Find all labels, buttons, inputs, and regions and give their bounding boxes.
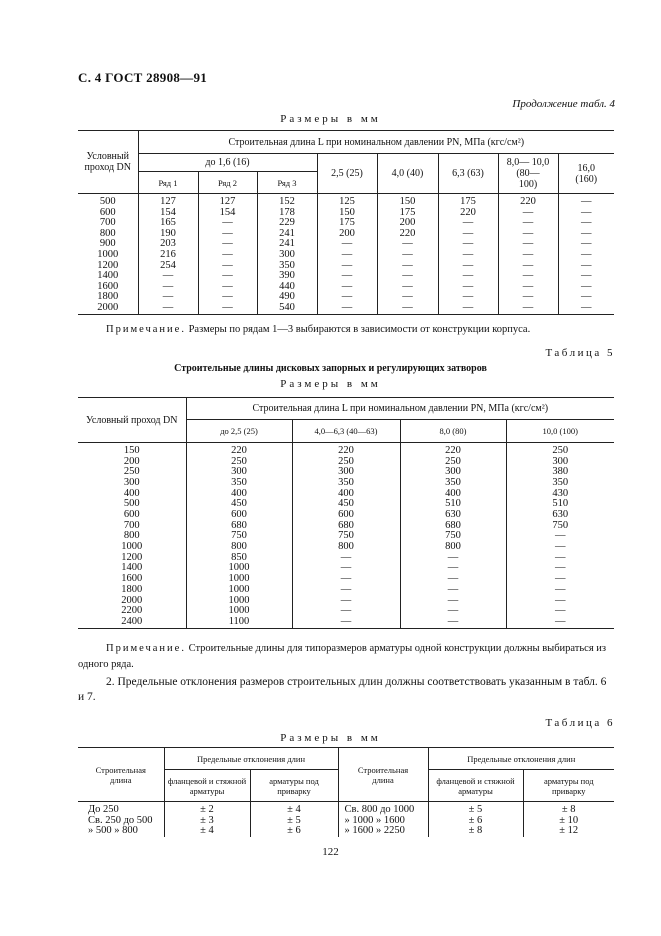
row2-cell: — (198, 218, 257, 229)
pn100-cell: 750 (506, 521, 614, 532)
pn63-cell: — (438, 250, 498, 261)
row3-cell: 241 (257, 229, 317, 240)
pn80-cell: 350 (400, 478, 506, 489)
pn25-cell: 1100 (186, 617, 292, 628)
dn-cell: 800 (123, 530, 140, 542)
pn100-cell: 350 (506, 478, 614, 489)
row1-cell: — (138, 303, 198, 314)
dn-cell: 500 (123, 498, 140, 510)
continuation-label: Продолжение табл. 4 (512, 98, 615, 110)
pn40-63-cell: — (292, 563, 400, 574)
pn40-cell: 150 (377, 194, 438, 208)
pn25-cell: 175 (317, 218, 377, 229)
dn-cell: 250 (123, 466, 140, 478)
pn40-63-cell: 450 (292, 499, 400, 510)
pn40-cell: — (377, 303, 438, 314)
table4-col-p2: 2,5 (25) (317, 154, 377, 194)
table5-col-p1: до 2,5 (25) (186, 420, 292, 443)
table4-row (78, 194, 614, 208)
table4-note: Примечание. Размеры по рядам 1—3 выбираются в зависимости от конструкции корпуса. (106, 324, 531, 335)
pn100-cell: — (506, 563, 614, 574)
pn80-cell: — (498, 282, 558, 293)
dn-cell: 2400 (78, 617, 186, 628)
pn63-cell: — (438, 303, 498, 314)
pn100-cell: 250 (506, 443, 614, 457)
pn80-cell: — (400, 606, 506, 617)
table6-col-flange-left: фланцевой и стяжной арматуры (164, 770, 250, 802)
pn25-cell: — (317, 303, 377, 314)
pn100-cell: — (506, 531, 614, 542)
table6-col-weld-right: арматуры под приварку (523, 770, 614, 802)
pn25-cell: 450 (186, 499, 292, 510)
dn-cell: 200 (123, 455, 140, 467)
pn100-cell: — (506, 553, 614, 564)
pn80-cell: — (498, 292, 558, 303)
pn160-cell: — (558, 208, 614, 219)
dn-cell: 600 (123, 509, 140, 521)
table4-row (78, 303, 614, 314)
table4-col-p4: 6,3 (63) (438, 154, 498, 194)
pn25-cell: 750 (186, 531, 292, 542)
pn40-63-cell: 600 (292, 510, 400, 521)
dn-cell: 2000 (78, 303, 138, 314)
dn-cell: 2200 (121, 605, 143, 617)
table4-col-dn: Условный проход DN (78, 131, 138, 194)
pn25-cell: 350 (186, 478, 292, 489)
pn63-cell: — (438, 261, 498, 272)
pn25-cell: 200 (317, 229, 377, 240)
table6-col-len-left: Строительная длина (78, 748, 164, 802)
pn25-cell: 800 (186, 542, 292, 553)
table6-col-dev-left: Предельные отклонения длин (164, 748, 338, 770)
page-number: 122 (322, 846, 339, 858)
row2-cell: — (198, 261, 257, 272)
pn80-cell: 750 (400, 531, 506, 542)
table4-units: Размеры в мм (280, 113, 381, 125)
pn160-cell: — (558, 194, 614, 208)
pn80-cell: 680 (400, 521, 506, 532)
table6-units: Размеры в мм (280, 732, 381, 744)
pn25-cell: 400 (186, 489, 292, 500)
pn25-cell: 1000 (186, 574, 292, 585)
table6-row (78, 802, 614, 816)
pn25-cell: 1000 (186, 585, 292, 596)
dn-cell: 1800 (97, 291, 119, 303)
pn40-63-cell: — (292, 585, 400, 596)
flange-dev-cell: ± 2 (164, 802, 250, 816)
pn80-cell: — (498, 303, 558, 314)
dn-cell: 800 (99, 227, 116, 239)
row2-cell: — (198, 303, 257, 314)
pn63-cell: — (438, 271, 498, 282)
pn25-cell: — (317, 271, 377, 282)
pn80-cell: 250 (400, 457, 506, 468)
table4-row3-header: Ряд 3 (257, 172, 317, 194)
length-cell: Св. 250 до 500 (88, 814, 153, 826)
pn80-cell: — (498, 229, 558, 240)
pn25-cell: 1000 (186, 563, 292, 574)
pn25-cell: — (317, 282, 377, 293)
pn160-cell: — (558, 218, 614, 229)
pn25-cell: 1000 (186, 606, 292, 617)
pn63-cell: — (438, 229, 498, 240)
pn100-cell: — (506, 542, 614, 553)
pn100-cell: 510 (506, 499, 614, 510)
pn40-63-cell: 400 (292, 489, 400, 500)
table4-col-length: Строительная длина L при номинальном давлении PN, МПа (кгс/см²) (138, 131, 614, 154)
table6-row (78, 826, 614, 837)
table5-units: Размеры в мм (280, 378, 381, 390)
pn100-cell: 300 (506, 457, 614, 468)
flange-dev-cell: ± 4 (164, 826, 250, 837)
pn160-cell: — (558, 261, 614, 272)
pn40-63-cell: 300 (292, 467, 400, 478)
row1-cell: — (138, 282, 198, 293)
pn25-cell: — (317, 292, 377, 303)
dn-cell: 700 (123, 519, 140, 531)
row3-cell: 178 (257, 208, 317, 219)
table5-col-length: Строительная длина L при номинальном давлении PN, МПа (кгс/см²) (186, 398, 614, 420)
pn63-cell: 175 (438, 194, 498, 208)
table4 (78, 130, 614, 315)
pn40-cell: — (377, 271, 438, 282)
table5-row (78, 585, 614, 596)
length-cell: До 250 (88, 804, 119, 815)
pn80-cell: — (400, 596, 506, 607)
pn80-cell: — (498, 218, 558, 229)
row3-cell: 241 (257, 239, 317, 250)
dn-cell: 1600 (121, 573, 143, 585)
dn-cell: 1000 (97, 248, 119, 260)
weld-dev-cell: ± 6 (250, 826, 338, 837)
flange-dev-cell: ± 5 (428, 802, 523, 816)
pn80-cell: 220 (400, 443, 506, 457)
table6-col-dev-right: Предельные отклонения длин (428, 748, 614, 770)
table5 (78, 397, 614, 629)
pn40-cell: — (377, 261, 438, 272)
pn100-cell: — (506, 574, 614, 585)
pn40-cell: 200 (377, 218, 438, 229)
pn80-cell: — (498, 271, 558, 282)
pn40-cell: — (377, 250, 438, 261)
row2-cell: — (198, 271, 257, 282)
table4-col-p3: 4,0 (40) (377, 154, 438, 194)
pn25-cell: 680 (186, 521, 292, 532)
row1-cell: 216 (138, 250, 198, 261)
pn100-cell: — (506, 585, 614, 596)
table5-label: Таблица 5 (545, 347, 615, 359)
table6-col-len-right: Строительная длина (338, 748, 428, 802)
dn-cell: 500 (99, 196, 116, 207)
row3-cell: 300 (257, 250, 317, 261)
length-cell: Св. 800 до 1000 (338, 802, 428, 816)
pn25-cell: 300 (186, 467, 292, 478)
dn-cell: 1200 (97, 259, 119, 271)
row1-cell: 154 (138, 208, 198, 219)
pn160-cell: — (558, 282, 614, 293)
weld-dev-cell: ± 4 (250, 802, 338, 816)
pn80-cell: — (498, 261, 558, 272)
table6-label: Таблица 6 (545, 717, 615, 729)
table5-row (78, 443, 614, 457)
pn160-cell: — (558, 303, 614, 314)
row3-cell: 229 (257, 218, 317, 229)
pn100-cell: — (506, 596, 614, 607)
pn25-cell: 850 (186, 553, 292, 564)
row3-cell: 152 (257, 194, 317, 208)
pn80-cell: — (400, 585, 506, 596)
weld-dev-cell: ± 12 (523, 826, 614, 837)
dn-cell: 900 (99, 238, 116, 250)
pn100-cell: 630 (506, 510, 614, 521)
table4-col-p5: 8,0— 10,0 (80— 100) (498, 154, 558, 194)
dn-cell: 1800 (121, 583, 143, 595)
table5-col-p3: 8,0 (80) (400, 420, 506, 443)
dn-cell: 1200 (121, 551, 143, 563)
pn160-cell: — (558, 271, 614, 282)
pn80-cell: 300 (400, 467, 506, 478)
pn63-cell: — (438, 292, 498, 303)
pn25-cell: 1000 (186, 596, 292, 607)
pn80-cell: — (400, 574, 506, 585)
dn-cell: 2000 (121, 594, 143, 606)
row3-cell: 390 (257, 271, 317, 282)
row1-cell: 203 (138, 239, 198, 250)
weld-dev-cell: ± 5 (250, 816, 338, 827)
table5-col-p2: 4,0—6,3 (40—63) (292, 420, 400, 443)
table4-row1-header: Ряд 1 (138, 172, 198, 194)
row2-cell: 154 (198, 208, 257, 219)
pn160-cell: — (558, 239, 614, 250)
pn40-63-cell: 680 (292, 521, 400, 532)
pn40-63-cell: — (292, 574, 400, 585)
pn40-63-cell: — (292, 617, 400, 628)
pn80-cell: — (400, 617, 506, 628)
row3-cell: 540 (257, 303, 317, 314)
row3-cell: 440 (257, 282, 317, 293)
table5-title: Строительные длины дисковых запорных и регулирующих затворов (174, 363, 487, 374)
row1-cell: 254 (138, 261, 198, 272)
row3-cell: 490 (257, 292, 317, 303)
row2-cell: — (198, 292, 257, 303)
table5-col-p4: 10,0 (100) (506, 420, 614, 443)
pn160-cell: — (558, 250, 614, 261)
pn40-63-cell: 220 (292, 443, 400, 457)
pn80-cell: 630 (400, 510, 506, 521)
paragraph-2: 2. Предельные отклонения размеров строительных длин должны соответствовать указанным в табл. 6 и 7. (78, 676, 607, 703)
dn-cell: 300 (123, 476, 140, 488)
pn63-cell: — (438, 282, 498, 293)
pn80-cell: — (498, 208, 558, 219)
table5-row (78, 617, 614, 628)
pn40-cell: 220 (377, 229, 438, 240)
pn80-cell: — (498, 239, 558, 250)
dn-cell: 700 (99, 217, 116, 229)
pn80-cell: 510 (400, 499, 506, 510)
pn63-cell: 220 (438, 208, 498, 219)
table4-row2-header: Ряд 2 (198, 172, 257, 194)
row2-cell: — (198, 229, 257, 240)
length-cell: » 500 » 800 (88, 825, 138, 837)
row2-cell: — (198, 250, 257, 261)
table4-row (78, 250, 614, 261)
pn40-63-cell: 750 (292, 531, 400, 542)
length-cell: » 1000 » 1600 (338, 816, 428, 827)
pn25-cell: — (317, 239, 377, 250)
table6-col-flange-right: фланцевой и стяжной арматуры (428, 770, 523, 802)
dn-cell: 1000 (121, 541, 143, 553)
length-cell: » 1600 » 2250 (338, 826, 428, 837)
row1-cell: — (138, 292, 198, 303)
row2-cell: — (198, 239, 257, 250)
pn63-cell: — (438, 218, 498, 229)
flange-dev-cell: ± 8 (428, 826, 523, 837)
pn40-cell: 175 (377, 208, 438, 219)
pn25-cell: 150 (317, 208, 377, 219)
row2-cell: 127 (198, 194, 257, 208)
pn100-cell: — (506, 617, 614, 628)
weld-dev-cell: ± 8 (523, 802, 614, 816)
pn80-cell: — (498, 250, 558, 261)
pn80-cell: — (400, 553, 506, 564)
pn63-cell: — (438, 239, 498, 250)
dn-cell: 1400 (97, 270, 119, 282)
pn100-cell: 430 (506, 489, 614, 500)
weld-dev-cell: ± 10 (523, 816, 614, 827)
table6 (78, 747, 614, 837)
table5-col-dn: Условный проход DN (78, 398, 186, 443)
pn100-cell: 380 (506, 467, 614, 478)
pn40-63-cell: 350 (292, 478, 400, 489)
row1-cell: 165 (138, 218, 198, 229)
pn40-63-cell: — (292, 606, 400, 617)
flange-dev-cell: ± 6 (428, 816, 523, 827)
row3-cell: 350 (257, 261, 317, 272)
dn-cell: 1400 (121, 562, 143, 574)
table4-col-group: до 1,6 (16) (138, 154, 317, 172)
pn25-cell: 250 (186, 457, 292, 468)
row1-cell: 127 (138, 194, 198, 208)
pn25-cell: — (317, 261, 377, 272)
pn80-cell: 220 (498, 194, 558, 208)
table6-col-weld-left: арматуры под приварку (250, 770, 338, 802)
dn-cell: 400 (123, 487, 140, 499)
dn-cell: 1600 (97, 280, 119, 292)
table4-col-p6: 16,0 (160) (558, 154, 614, 194)
pn80-cell: 400 (400, 489, 506, 500)
pn80-cell: — (400, 563, 506, 574)
pn100-cell: — (506, 606, 614, 617)
pn160-cell: — (558, 229, 614, 240)
dn-cell: 600 (99, 206, 116, 218)
pn40-63-cell: — (292, 596, 400, 607)
flange-dev-cell: ± 3 (164, 816, 250, 827)
pn25-cell: 220 (186, 443, 292, 457)
pn160-cell: — (558, 292, 614, 303)
table5-note: Примечание. Строительные длины для типоразмеров арматуры одной конструкции должны выбираться из одного ряда. (78, 643, 607, 670)
pn40-63-cell: 250 (292, 457, 400, 468)
page-header: С. 4 ГОСТ 28908—91 (78, 70, 208, 85)
pn40-63-cell: — (292, 553, 400, 564)
pn40-63-cell: 800 (292, 542, 400, 553)
pn25-cell: 125 (317, 194, 377, 208)
pn40-cell: — (377, 282, 438, 293)
dn-cell: 150 (123, 445, 140, 456)
pn80-cell: 800 (400, 542, 506, 553)
pn25-cell: 600 (186, 510, 292, 521)
row1-cell: 190 (138, 229, 198, 240)
row2-cell: — (198, 282, 257, 293)
pn40-cell: — (377, 239, 438, 250)
row1-cell: — (138, 271, 198, 282)
pn40-cell: — (377, 292, 438, 303)
pn25-cell: — (317, 250, 377, 261)
